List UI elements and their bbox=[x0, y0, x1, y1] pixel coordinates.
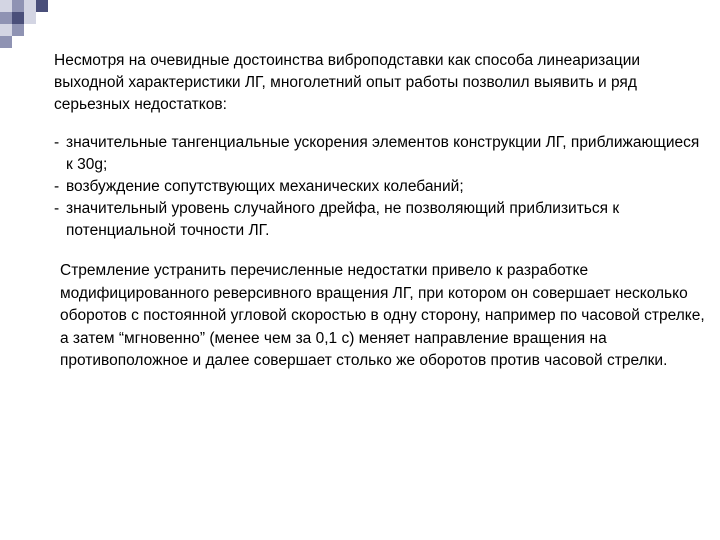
corner-decoration bbox=[0, 0, 60, 50]
decor-square bbox=[0, 0, 12, 12]
intro-paragraph: Несмотря на очевидные достоинства виброподставки как способа линеаризации выходной характеристики ЛГ, многолетний опыт работы позволил выявить и ряд серьезных недостатков: bbox=[54, 52, 641, 113]
slide-content bbox=[54, 50, 704, 373]
list-item-text: возбуждение сопутствующих механических колебаний; bbox=[66, 178, 464, 195]
decor-square bbox=[24, 12, 36, 24]
list-dash: - bbox=[54, 134, 60, 151]
decor-square bbox=[24, 0, 36, 12]
decor-square bbox=[0, 36, 12, 48]
decor-square bbox=[12, 12, 24, 24]
decor-square bbox=[12, 24, 24, 36]
list-item bbox=[54, 176, 704, 198]
decor-square bbox=[36, 0, 48, 12]
conclusion-paragraph: Стремление устранить перечисленные недостатки привело к разработке модифицированного реверсивного вращения ЛГ, при котором он совершает несколько оборотов с постоянной угловой скоростью в одну сторону, например по часовой стрелке, а затем “мгновенно” (менее чем за 0,1 с) меняет направление вращения на противоположное и далее совершает столько же оборотов против часовой стрелки. bbox=[60, 262, 705, 369]
decor-square bbox=[0, 12, 12, 24]
list-item bbox=[54, 132, 704, 176]
list-item-text: значительные тангенциальные ускорения элементов конструкции ЛГ, приближающиеся к 30g; bbox=[66, 134, 700, 173]
list-item-text: значительный уровень случайного дрейфа, не позволяющий приблизиться к потенциальной точности ЛГ. bbox=[66, 200, 620, 239]
decor-square bbox=[0, 24, 12, 36]
decor-square bbox=[12, 0, 24, 12]
drawbacks-list bbox=[54, 132, 704, 242]
list-item bbox=[54, 198, 704, 242]
list-dash: - bbox=[54, 200, 60, 217]
list-dash: - bbox=[54, 178, 60, 195]
